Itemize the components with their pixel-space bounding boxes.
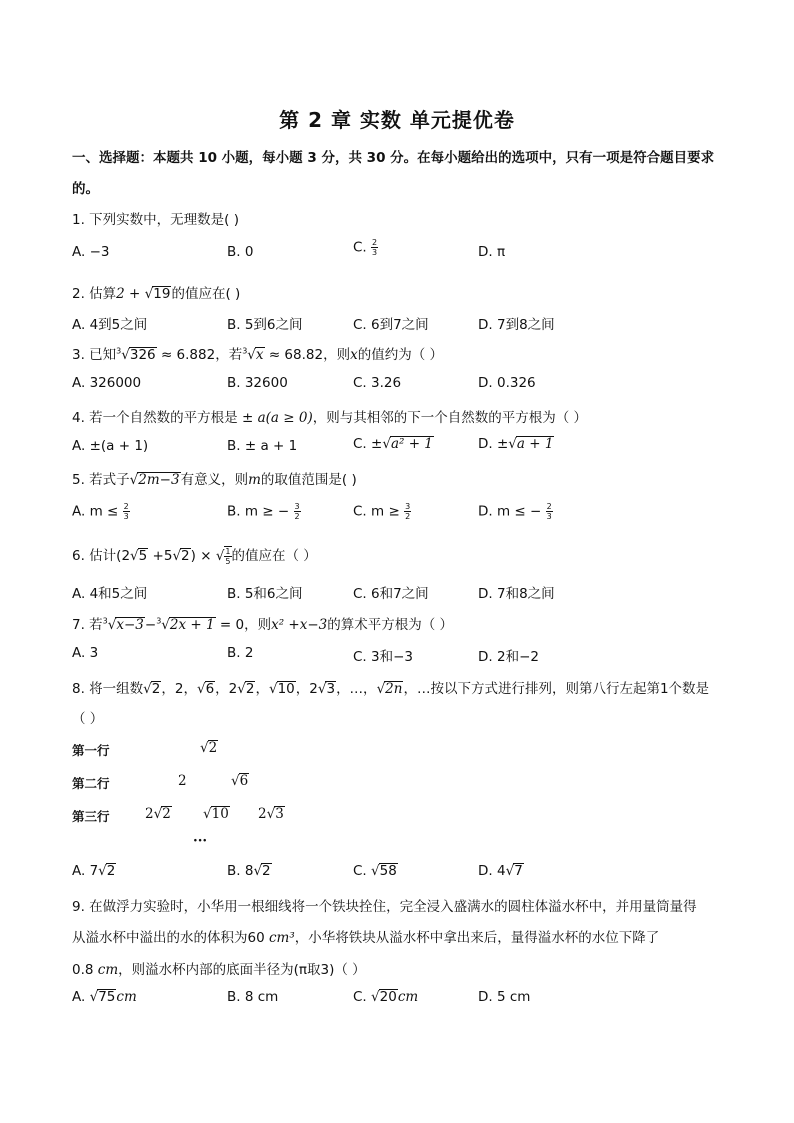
question-2-stem: 2. 估算2 + √19的值应在( )	[72, 286, 241, 302]
q6-option-c: C. 6和7之间	[353, 586, 429, 602]
continuation-dots: ···	[193, 833, 208, 849]
q6-option-b: B. 5和6之间	[227, 586, 303, 602]
q5-option-c: C. m ≥ $\frac{3}{2}$	[353, 502, 411, 521]
q6-option-d: D. 7和8之间	[478, 586, 555, 602]
row-3-label: 第三行	[72, 809, 110, 824]
question-8-stem-cont: （ ）	[72, 711, 104, 727]
q1-option-a: A. −3	[72, 244, 110, 260]
fraction: $\frac{3}{2}$	[405, 502, 411, 521]
fraction: $\frac{2}{3}$	[546, 502, 552, 521]
q8-option-d: D. 4√7	[478, 863, 523, 879]
q5-option-b: B. m ≥ − $\frac{3}{2}$	[227, 502, 300, 521]
q7-option-a: A. 3	[72, 645, 99, 661]
q3-option-a: A. 326000	[72, 375, 142, 391]
q8-option-b: B. 8√2	[227, 863, 271, 879]
q3-option-b: B. 32600	[227, 375, 288, 391]
section-instructions-line2: 的。	[72, 181, 99, 197]
question-1-stem: 1. 下列实数中，无理数是( )	[72, 212, 239, 228]
q9-option-b: B. 8 cm	[227, 989, 279, 1005]
fraction: $\frac{1}{5}$	[225, 547, 231, 566]
row-2-value-b: √6	[231, 773, 249, 789]
q4-option-c: C. ±√a² + 1	[353, 436, 433, 452]
q7-option-d: D. 2和−2	[478, 649, 539, 665]
row-2-label: 第二行	[72, 776, 110, 791]
q2-option-a: A. 4到5之间	[72, 317, 148, 333]
question-5-stem: 5. 若式子√2m−3有意义，则m的取值范围是( )	[72, 472, 357, 488]
q1-option-c: C. $\frac{2}{3}$	[353, 238, 378, 257]
section-instructions-cont	[72, 177, 99, 197]
fraction: $\frac{2}{3}$	[123, 502, 129, 521]
row-1-value: √2	[200, 740, 218, 756]
question-4-stem: 4. 若一个自然数的平方根是 ± a(a ≥ 0)，则与其相邻的下一个自然数的平方根为（ ）	[72, 410, 588, 426]
question-3-stem: 3. 已知$^3$√326 ≈ 6.882，若$^3$√x ≈ 68.82，则x的值约为（ ）	[72, 346, 443, 363]
q9-option-a: A. √75cm	[72, 989, 137, 1005]
fraction: $\frac{3}{2}$	[294, 502, 300, 521]
question-9-stem-line2: 从溢水杯中溢出的水的体积为60 cm³，小华将铁块从溢水杯中拿出来后，量得溢水杯的水位下降了	[72, 930, 660, 946]
q9-option-c: C. √20cm	[353, 989, 419, 1005]
q5-option-d: D. m ≤ − $\frac{2}{3}$	[478, 502, 552, 521]
q7-option-c: C. 3和−3	[353, 649, 413, 665]
q2-option-c: C. 6到7之间	[353, 317, 429, 333]
q2-option-d: D. 7到8之间	[478, 317, 555, 333]
q7-option-b: B. 2	[227, 645, 254, 661]
q4-option-d: D. ±√a + 1	[478, 436, 554, 452]
q3-option-c: C. 3.26	[353, 375, 402, 391]
q4-option-b: B. ± a + 1	[227, 438, 298, 454]
question-6-stem: 6. 估计(2√5 +5√2) × √ $\frac{1}{5}$ 的值应在（ ）	[72, 547, 317, 566]
question-8-stem: 8. 将一组数√2，2，√6，2√2，√10，2√3，…，√2n，…按以下方式进行排列，则第八行左起第1个数是	[72, 681, 710, 697]
question-9-stem: 9. 在做浮力实验时，小华用一根细线将一个铁块拴住，完全浸入盛满水的圆柱体溢水杯中，并用量筒量得	[72, 899, 697, 915]
q8-option-c: C. √58	[353, 863, 397, 879]
page-title: 第 2 章 实数 单元提优卷	[279, 108, 515, 132]
q9-option-d: D. 5 cm	[478, 989, 531, 1005]
q8-option-a: A. 7√2	[72, 863, 116, 879]
question-9-stem-line3: 0.8 cm，则溢水杯内部的底面半径为(π取3)（ ）	[72, 962, 366, 978]
row-3-value-b: √10	[203, 806, 229, 822]
q4-option-a: A. ±(a + 1)	[72, 438, 149, 454]
row-2-value-a: 2	[178, 773, 187, 789]
q6-option-a: A. 4和5之间	[72, 586, 148, 602]
question-7-stem: 7. 若$^3$√x−3−$^3$√2x + 1 = 0，则x² +x−3的算术平方根为（ ）	[72, 616, 454, 633]
section-instructions-line1: 一、选择题：本题共 10 小题，每小题 3 分，共 30 分。在每小题给出的选项中，只有一项是符合题目要求	[72, 150, 715, 166]
row-3-value-c: 2√3	[258, 806, 284, 822]
q1-option-b: B. 0	[227, 244, 254, 260]
q3-option-d: D. 0.326	[478, 375, 536, 391]
q1-option-d: D. π	[478, 244, 506, 260]
q2-option-b: B. 5到6之间	[227, 317, 303, 333]
fraction: $\frac{2}{3}$	[372, 238, 378, 257]
row-3-value-a: 2√2	[145, 806, 171, 822]
section-instructions	[72, 146, 714, 166]
row-1-label: 第一行	[72, 743, 110, 758]
q5-option-a: A. m ≤ $\frac{2}{3}$	[72, 502, 129, 521]
